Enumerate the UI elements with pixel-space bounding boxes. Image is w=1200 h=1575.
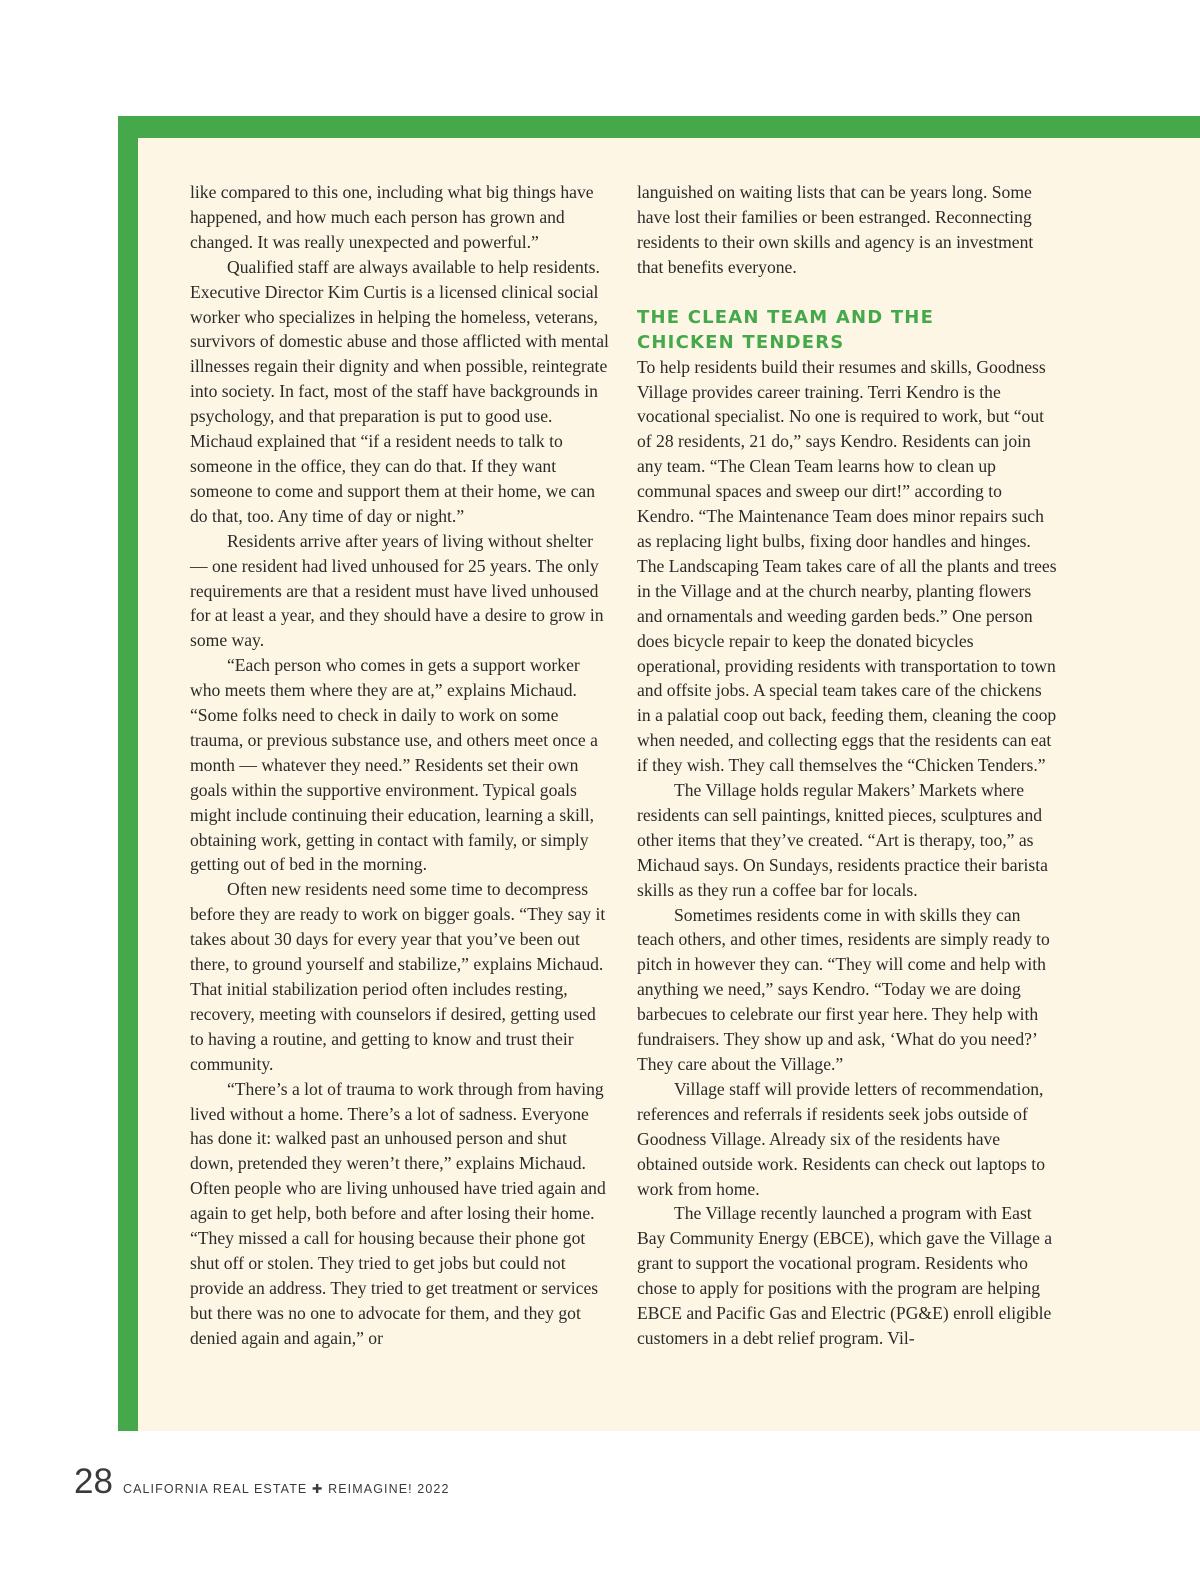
paragraph: Sometimes residents come in with skills they can teach others, and other times, residents are simply ready to pitch in however they can. “They will come and help with anything we need,” says Kendro. “Today we are doing barbecues to celebrate our first year here. They help with fundraisers. They show up and ask, ‘What do you need?’ They care about the Village.”	[637, 904, 1050, 1074]
green-frame-top	[118, 116, 1200, 138]
section-heading-line-1: THE CLEAN TEAM AND THE	[637, 306, 935, 328]
article-column-left	[190, 180, 610, 1351]
paragraph: The Village holds regular Makers’ Markets where residents can sell paintings, knitted pieces, sculptures and other items that they’ve created. “Art is therapy, too,” as Michaud says. On Sundays, residents practice their barista skills as they run a coffee bar for locals.	[637, 780, 1048, 900]
page-number: 28	[74, 1462, 113, 1501]
paragraph: like compared to this one, including what big things have happened, and how much each person has grown and changed. It was really unexpected and powerful.”	[190, 182, 594, 252]
green-frame-left	[118, 116, 138, 1431]
section-heading-line-2: CHICKEN TENDERS	[637, 331, 845, 353]
paragraph: The Village recently launched a program with East Bay Community Energy (EBCE), which gave the Village a grant to support the vocational program. Residents who chose to apply for positions with the program are helping EBCE and Pacific Gas and Electric (PG&E) enroll eligible customers in a debt relief program. Vil-	[637, 1203, 1053, 1348]
issue-name: REIMAGINE! 2022	[328, 1482, 450, 1496]
section-heading	[637, 280, 1057, 355]
publication-name: CALIFORNIA REAL ESTATE	[122, 1482, 308, 1496]
paragraph: Often new residents need some time to decompress before they are ready to work on bigger goals. “They say it takes about 30 days for every year that you’ve been out there, to ground yourself and stabilize,” explains Michaud. That initial stabilization period often includes resting, recovery, meeting with counselors if desired, getting used to having a routine, and getting to know and trust their community.	[190, 879, 606, 1074]
plus-separator-icon: ✚	[311, 1482, 324, 1496]
paragraph: “Each person who comes in gets a support worker who meets them where they are at,” explains Michaud. “Some folks need to check in daily to work on some trauma, or previous substance use, and others meet once a month — whatever they need.” Residents set their own goals within the supportive environment. Typical goals might include continuing their education, learning a skill, obtaining work, getting in contact with family, or simply getting out of bed in the morning.	[190, 655, 598, 875]
folio	[123, 1481, 450, 1496]
page-footer	[74, 1462, 450, 1502]
paragraph: Qualified staff are always available to help residents. Executive Director Kim Curtis is a licensed clinical social worker who specializes in helping the homeless, veterans, survivors of domestic abuse and those afflicted with mental illnesses regain their dignity and when possible, reintegrate into society. In fact, most of the staff have backgrounds in psychology, and that preparation is put to good use. Michaud explained that “if a resident needs to talk to someone in the office, they can do that. If they want someone to come and support them at their home, we can do that, too. Any time of day or night.”	[190, 256, 609, 526]
paragraph: languished on waiting lists that can be years long. Some have lost their families or been estranged. Reconnecting residents to their own skills and agency is an investment that benefits everyone.	[637, 182, 1034, 277]
paragraph: To help residents build their resumes and skills, Goodness Village provides career training. Terri Kendro is the vocational specialist. No one is required to work, but “out of 28 residents, 21 do,” says Kendro. Residents can join any team. “The Clean Team learns how to clean up communal spaces and sweep our dirt!” according to Kendro. “The Maintenance Team does minor repairs such as replacing light bulbs, fixing door handles and hinges. The Landscaping Team takes care of all the plants and trees in the Village and at the church nearby, planting flowers and ornamentals and weeding garden beds.” One person does bicycle repair to keep the donated bicycles operational, providing residents with transportation to town and offsite jobs. A special team takes care of the chickens in a palatial coop out back, feeding them, cleaning the coop when needed, and collecting eggs that the residents can eat if they wish. They call themselves the “Chicken Tenders.”	[637, 356, 1057, 776]
paragraph: Village staff will provide letters of recommendation, references and referrals if residents seek jobs outside of Goodness Village. Already six of the residents have obtained outside work. Residents can check out laptops to work from home.	[637, 1078, 1045, 1199]
paragraph: “There’s a lot of trauma to work through from having lived without a home. There’s a lot of sadness. Everyone has done it: walked past an unhoused person and shut down, pretended they weren’t there,” explains Michaud. Often people who are living unhoused have tried again and again to get help, both before and after losing their home. “They missed a call for housing because their phone got shut off or stolen. They tried to get jobs but could not provide an address. They tried to get treatment or services but there was no one to advocate for them, and they got denied again and again,” or	[190, 1078, 606, 1348]
article-column-right	[637, 180, 1057, 1351]
paragraph: Residents arrive after years of living without shelter — one resident had lived unhoused for 25 years. The only requirements are that a resident must have lived unhoused for at least a year, and they should have a desire to grow in some way.	[190, 530, 604, 651]
